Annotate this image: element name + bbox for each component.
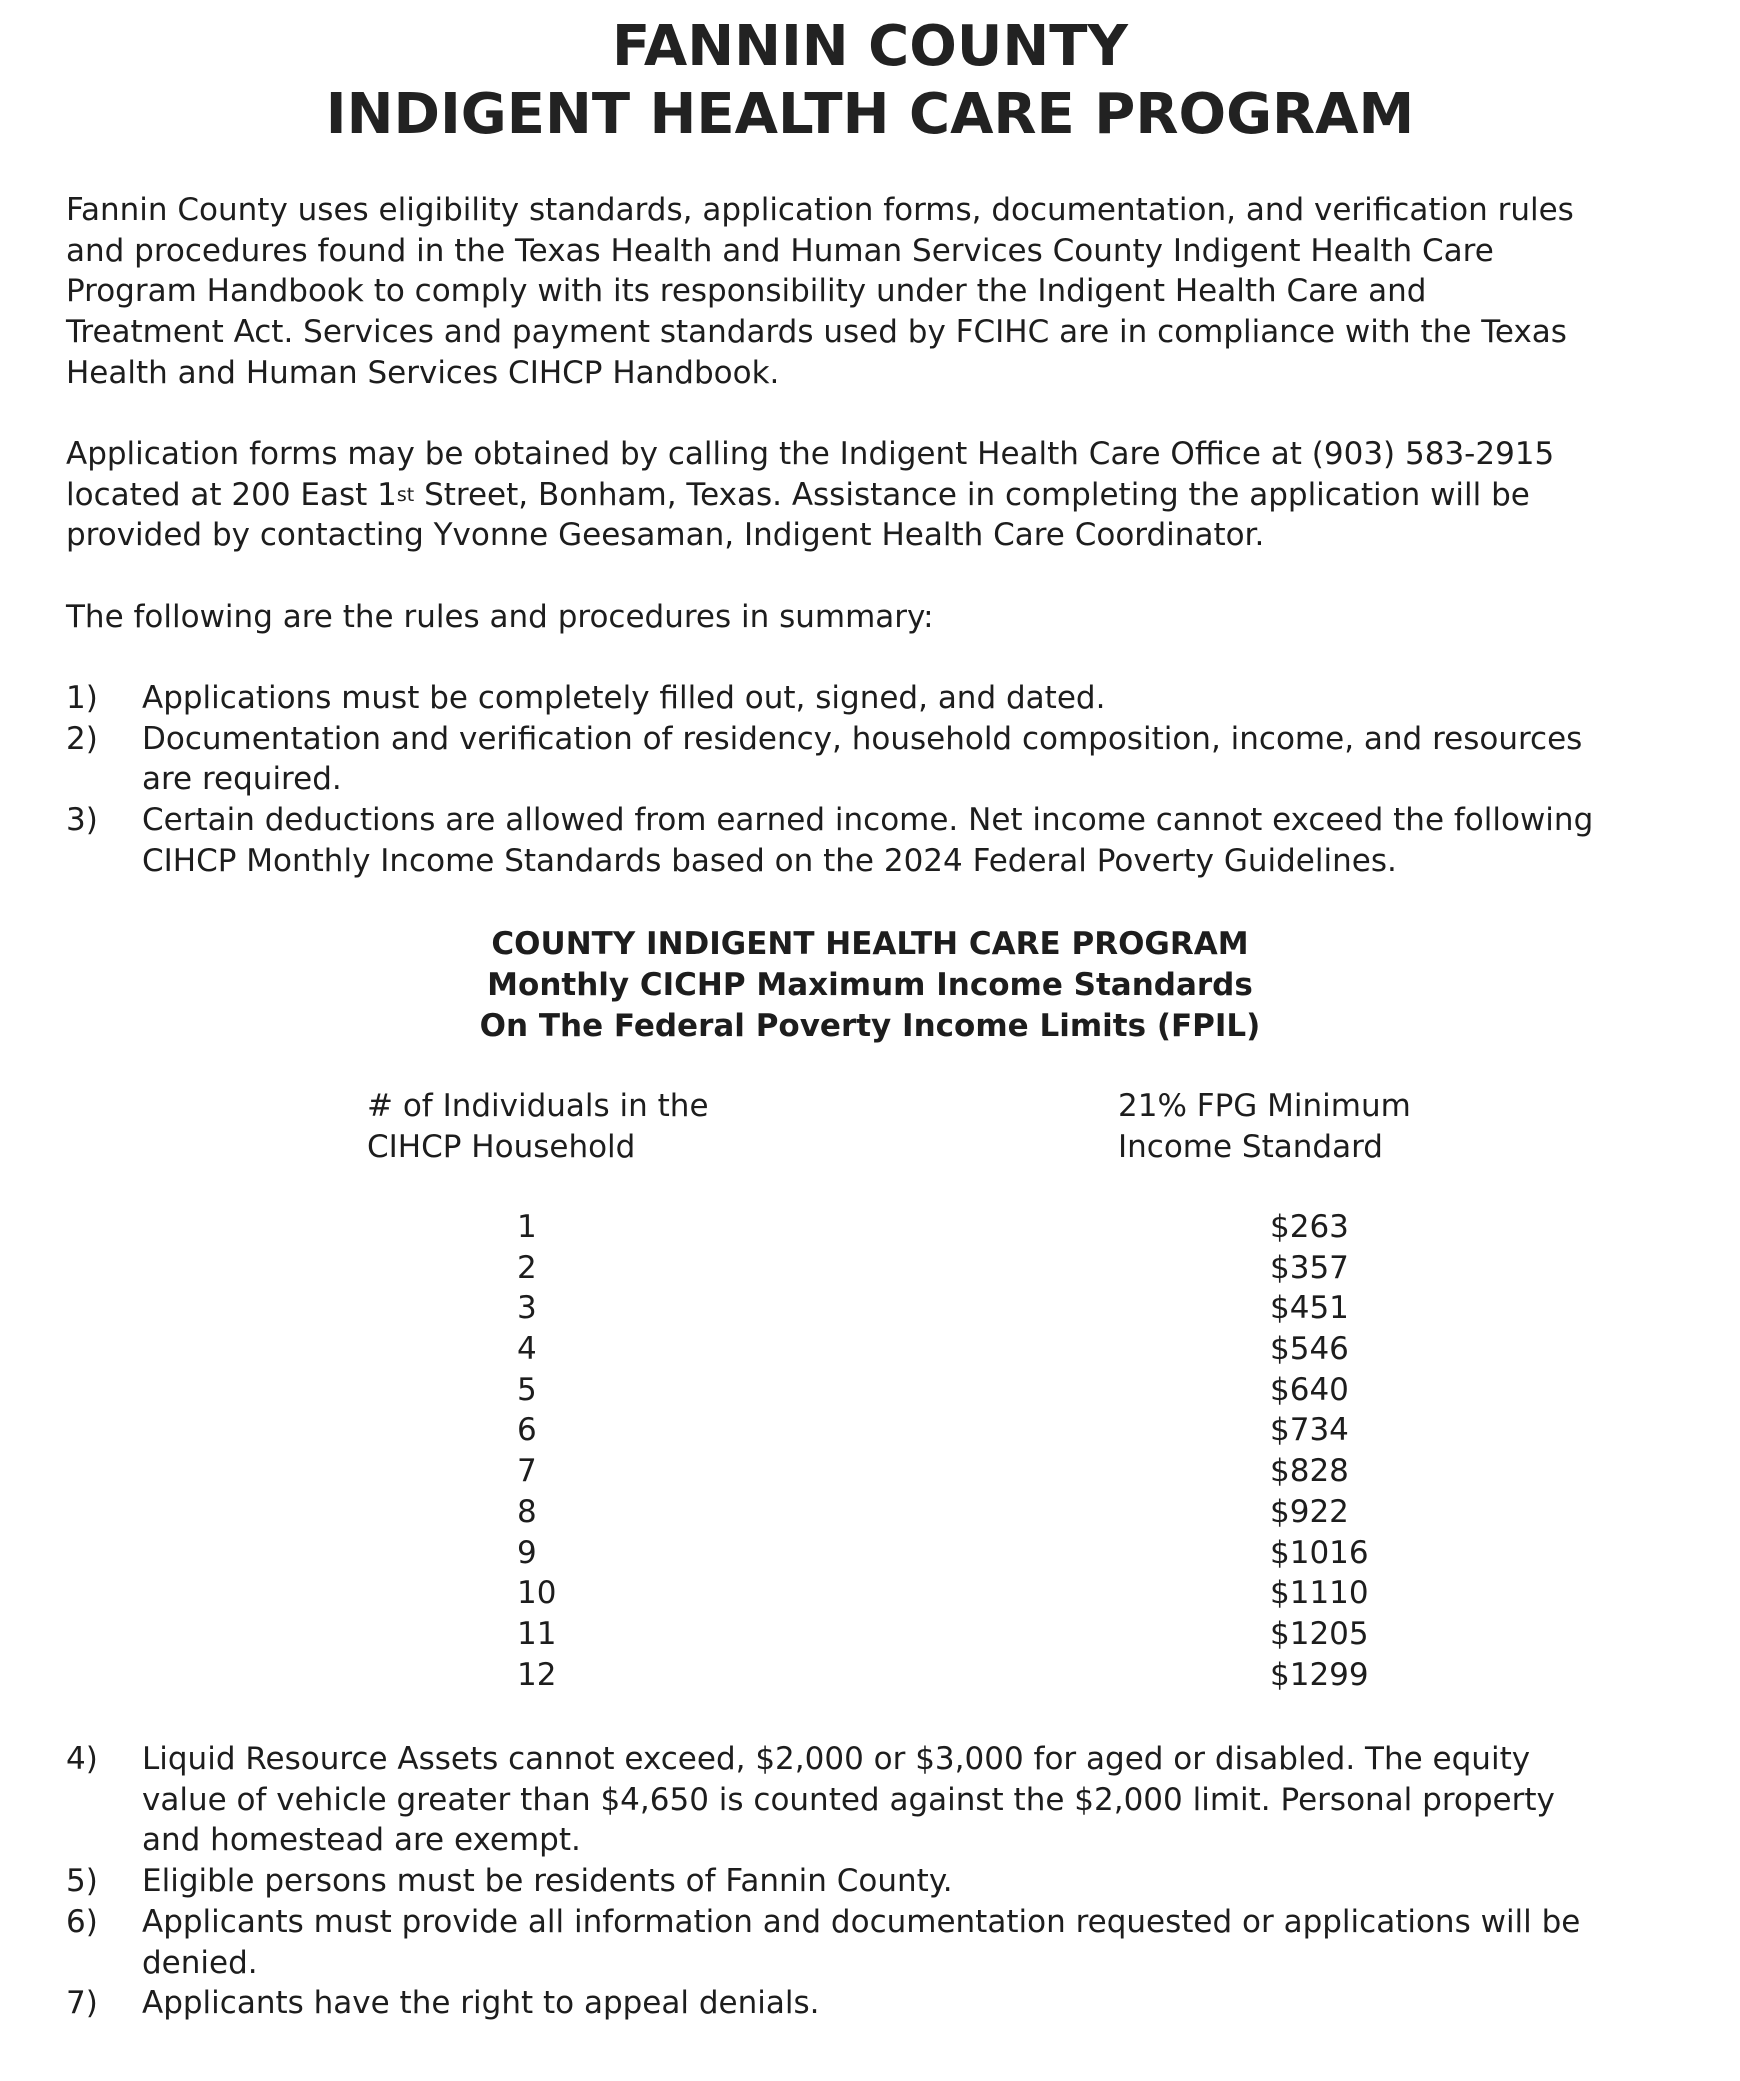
rule-number: 4) [66, 1741, 98, 1777]
rule-line: Applicants must provide all information and documentation requested or applications will be [142, 1903, 1581, 1940]
income-standard-cell: $1205 [1270, 1615, 1369, 1652]
income-standard-cell: $1299 [1270, 1656, 1369, 1693]
rule-line: Documentation and verification of residency, household composition, income, and resources [142, 720, 1583, 757]
column-header-line: Income Standard [1118, 1129, 1383, 1165]
household-size-column [517, 1207, 717, 1695]
column-header-income [1118, 1086, 1618, 1168]
intro-paragraph-2 [66, 434, 1726, 556]
rules-list-part2 [66, 1739, 1731, 2024]
rule-number: 7) [66, 1985, 98, 2022]
address-text: located at 200 East 1 [66, 476, 397, 513]
column-header-line: 21% FPG Minimum [1118, 1088, 1411, 1124]
intro-line: Health and Human Services CIHCP Handbook. [66, 354, 780, 391]
rule-number: 6) [66, 1903, 98, 1940]
rule-number: 2) [66, 720, 98, 757]
rule-line: value of vehicle greater than $4,650 is counted against the $2,000 limit. Personal property [142, 1781, 1555, 1818]
rule-number: 3) [66, 802, 98, 839]
income-standard-cell: $640 [1270, 1371, 1349, 1408]
intro-paragraph-3: The following are the rules and procedures in summary: [66, 599, 934, 635]
ordinal-suffix: st [396, 483, 415, 506]
column-header-line: # of Individuals in the [367, 1088, 709, 1124]
household-size-cell: 6 [517, 1412, 537, 1449]
intro-paragraph-1 [66, 190, 1726, 394]
rule-line: denied. [142, 1944, 258, 1981]
household-size-cell: 7 [517, 1453, 537, 1490]
household-size-cell: 1 [517, 1209, 537, 1245]
table-title-line2: Monthly CICHP Maximum Income Standards [487, 967, 1253, 1003]
rule-number: 1) [66, 680, 98, 716]
rule-line: CIHCP Monthly Income Standards based on the 2024 Federal Poverty Guidelines. [142, 842, 1397, 879]
intro-line: Application forms may be obtained by calling the Indigent Health Care Office at (903) 583-2915 [66, 436, 1555, 472]
rule-line: are required. [142, 761, 342, 798]
household-size-cell: 4 [517, 1331, 537, 1368]
address-text-cont: Street, Bonham, Texas. Assistance in completing the application will be [414, 476, 1530, 513]
rule-item [66, 800, 1731, 881]
intro-line: Program Handbook to comply with its responsibility under the Indigent Health Care and [66, 273, 1427, 310]
rule-item [66, 678, 1731, 719]
intro-line: and procedures found in the Texas Health and Human Services County Indigent Health Care [66, 232, 1494, 269]
column-header-line: CIHCP Household [367, 1129, 636, 1165]
rule-item [66, 1902, 1731, 1983]
income-standard-cell: $828 [1270, 1453, 1349, 1490]
rule-number: 5) [66, 1863, 98, 1900]
intro-line [66, 475, 1726, 516]
income-standard-cell: $1110 [1270, 1575, 1369, 1612]
income-standard-cell: $357 [1270, 1249, 1349, 1286]
income-standard-column [1270, 1207, 1470, 1695]
household-size-cell: 12 [517, 1656, 557, 1693]
household-size-cell: 5 [517, 1371, 537, 1408]
rule-line: Liquid Resource Assets cannot exceed, $2,000 or $3,000 for aged or disabled. The equity [142, 1741, 1531, 1777]
rule-line: Applicants have the right to appeal denials. [142, 1985, 820, 2022]
intro-line: Treatment Act. Services and payment standards used by FCIHC are in compliance with the Texas [66, 314, 1567, 351]
household-size-cell: 11 [517, 1615, 557, 1652]
income-standard-cell: $734 [1270, 1412, 1349, 1449]
rules-list-part1 [66, 678, 1731, 882]
table-title-line1: COUNTY INDIGENT HEALTH CARE PROGRAM [491, 926, 1249, 962]
rule-item [66, 1861, 1731, 1902]
rule-item [66, 719, 1731, 800]
document-title-line2: INDIGENT HEALTH CARE PROGRAM [325, 82, 1415, 147]
document-title-line1: FANNIN COUNTY [612, 14, 1128, 79]
rule-line: and homestead are exempt. [142, 1822, 581, 1859]
income-standard-cell: $263 [1270, 1209, 1349, 1245]
intro-line: Fannin County uses eligibility standards, application forms, documentation, and verification rules [66, 192, 1574, 228]
rule-line: Eligible persons must be residents of Fannin County. [142, 1863, 953, 1900]
household-size-cell: 10 [517, 1575, 557, 1612]
rule-item [66, 1983, 1731, 2024]
household-size-cell: 2 [517, 1249, 537, 1286]
household-size-cell: 3 [517, 1290, 537, 1327]
household-size-cell: 8 [517, 1493, 537, 1530]
income-standard-cell: $451 [1270, 1290, 1349, 1327]
rule-item [66, 1739, 1731, 1861]
household-size-cell: 9 [517, 1534, 537, 1571]
income-standard-cell: $546 [1270, 1331, 1349, 1368]
intro-line: provided by contacting Yvonne Geesaman, Indigent Health Care Coordinator. [66, 517, 1265, 554]
table-title-line3: On The Federal Poverty Income Limits (FPIL) [479, 1008, 1261, 1044]
rule-line: Certain deductions are allowed from earned income. Net income cannot exceed the following [142, 802, 1594, 839]
income-standard-cell: $922 [1270, 1493, 1349, 1530]
income-standard-cell: $1016 [1270, 1534, 1369, 1571]
rule-line: Applications must be completely filled out, signed, and dated. [142, 680, 1106, 716]
column-header-household [367, 1086, 867, 1168]
